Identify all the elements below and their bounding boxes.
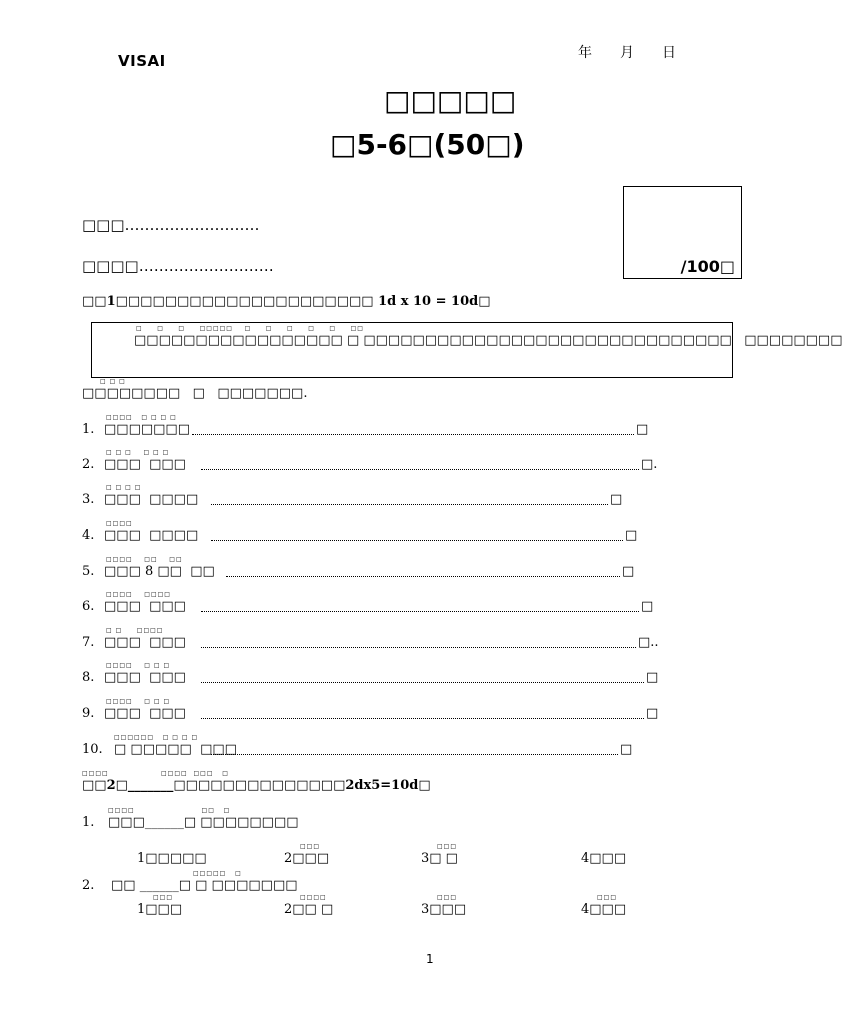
item-number: 7. bbox=[82, 635, 95, 650]
item-word: □□□ 8 □□ □□ bbox=[104, 564, 215, 579]
instruction-ruby: □ □ □ bbox=[100, 378, 126, 385]
section1-heading: □□1□□□□□□□□□□□□□□□□□□□□□ 1d x 10 = 10d□ bbox=[82, 294, 491, 309]
answer-choice[interactable]: 3□ □ bbox=[421, 851, 458, 866]
score-box bbox=[623, 186, 742, 279]
answer-choice[interactable]: 1□□□ bbox=[137, 902, 183, 917]
item-end-mark: □ bbox=[641, 599, 654, 614]
choice-ruby: □□□ bbox=[300, 843, 321, 850]
item-word: □□□ □□□ bbox=[104, 706, 186, 721]
question-number: 2. bbox=[82, 878, 95, 893]
page-number: 1 bbox=[426, 952, 434, 966]
question-text: □□□______□ □□□□□□□□ bbox=[108, 815, 299, 830]
date-year-label: 年 bbox=[578, 45, 592, 61]
answer-dotted-line[interactable] bbox=[192, 434, 634, 435]
word-bank-box bbox=[91, 322, 843, 378]
answer-dotted-line[interactable] bbox=[201, 611, 639, 612]
item-end-mark: □ bbox=[610, 492, 623, 507]
item-ruby: □□□□ □ □ □ bbox=[106, 698, 171, 705]
item-word: □□□ □□□ bbox=[104, 457, 186, 472]
score-text: /100□ bbox=[680, 257, 735, 276]
choice-ruby: □□□ bbox=[153, 894, 174, 901]
question-ruby: □□□□ □□ □ bbox=[108, 807, 231, 814]
answer-choice[interactable]: 1□□□□□ bbox=[137, 851, 207, 866]
page-title: □□□□□ bbox=[384, 84, 517, 117]
item-end-mark: □.. bbox=[638, 635, 659, 650]
answer-dotted-line[interactable] bbox=[201, 718, 644, 719]
question-number: 1. bbox=[82, 815, 95, 830]
section2-heading-ruby: □□□□ □□□□ □□□ □ bbox=[82, 770, 229, 777]
item-number: 9. bbox=[82, 706, 95, 721]
section2-heading: □□2□_______□□□□□□□□□□□□□□2dx5=10d□ bbox=[82, 778, 431, 793]
answer-dotted-line[interactable] bbox=[201, 647, 636, 648]
brand-logo-text: VISAI bbox=[118, 52, 166, 70]
item-ruby: □□□□□□ □ □ □ □ bbox=[114, 734, 199, 741]
answer-dotted-line[interactable] bbox=[226, 576, 620, 577]
item-number: 4. bbox=[82, 528, 95, 543]
item-number: 6. bbox=[82, 599, 95, 614]
item-end-mark: □ bbox=[620, 742, 633, 757]
answer-dotted-line[interactable] bbox=[211, 504, 608, 505]
date-day-label: 日 bbox=[662, 45, 676, 61]
item-ruby: □ □ □□□□ bbox=[106, 627, 164, 634]
item-ruby: □□□□ bbox=[106, 520, 133, 527]
item-number: 1. bbox=[82, 422, 95, 437]
item-word: □□□ □□□ bbox=[104, 599, 186, 614]
date-month-label: 月 bbox=[620, 45, 634, 61]
choice-ruby: □□□ bbox=[437, 894, 458, 901]
item-word: □□□ □□□ bbox=[104, 635, 186, 650]
item-number: 8. bbox=[82, 670, 95, 685]
item-end-mark: □ bbox=[622, 564, 635, 579]
item-number: 3. bbox=[82, 492, 95, 507]
answer-choice[interactable]: 3□□□ bbox=[421, 902, 467, 917]
answer-choice[interactable]: 4□□□ bbox=[581, 851, 627, 866]
answer-dotted-line[interactable] bbox=[201, 469, 639, 470]
answer-choice[interactable]: 2□□□ bbox=[284, 851, 330, 866]
item-word: □□□□□□□ bbox=[104, 422, 190, 437]
item-word: □□□ □□□□ bbox=[104, 492, 199, 507]
section1-instruction: □□□□□□□□ □ □□□□□□□. bbox=[82, 386, 308, 401]
item-end-mark: □ bbox=[636, 422, 649, 437]
item-number: 2. bbox=[82, 457, 95, 472]
word-bank-ruby: □ □ □ □□□□□ □ □ □ □ □ □□ bbox=[136, 325, 364, 332]
item-ruby: □□□□ □□ □□ bbox=[106, 556, 183, 563]
answer-dotted-line[interactable] bbox=[211, 754, 618, 755]
item-ruby: □□□□ □ □ □ bbox=[106, 662, 171, 669]
question-text: □□ ______□ □ □□□□□□□ bbox=[111, 878, 298, 893]
item-word: □ □□□□□ □□□ bbox=[114, 742, 237, 757]
question-ruby: □□□□□ □ bbox=[193, 870, 242, 877]
item-end-mark: □. bbox=[641, 457, 658, 472]
item-end-mark: □ bbox=[625, 528, 638, 543]
word-bank-text: □□□□□□□□□□□□□□□□□ □ □□□□□□□□□□□□□□□□□□□□□□□□□□□□□□ □□□□□□□□ bbox=[134, 333, 843, 348]
item-ruby: □□□□ □ □ □ □ bbox=[106, 414, 177, 421]
answer-choice[interactable]: 2□□ □ bbox=[284, 902, 334, 917]
item-ruby: □ □ □ □ bbox=[106, 484, 142, 491]
answer-choice[interactable]: 4□□□ bbox=[581, 902, 627, 917]
choice-ruby: □□□ bbox=[437, 843, 458, 850]
choice-ruby: □□□□ bbox=[300, 894, 327, 901]
item-word: □□□ □□□ bbox=[104, 670, 186, 685]
item-word: □□□ □□□□ bbox=[104, 528, 199, 543]
choice-ruby: □□□ bbox=[597, 894, 618, 901]
nickname-field: □□□□……………………… bbox=[82, 257, 274, 275]
name-field: □□□……………………… bbox=[82, 216, 260, 234]
answer-dotted-line[interactable] bbox=[201, 682, 644, 683]
item-end-mark: □ bbox=[646, 706, 659, 721]
date-line bbox=[578, 42, 704, 62]
answer-dotted-line[interactable] bbox=[211, 540, 623, 541]
page-subtitle: □5-6□(50□) bbox=[330, 128, 525, 161]
item-end-mark: □ bbox=[646, 670, 659, 685]
item-ruby: □□□□ □□□□ bbox=[106, 591, 171, 598]
item-number: 10. bbox=[82, 742, 103, 757]
item-ruby: □ □ □ □ □ □ bbox=[106, 449, 170, 456]
item-number: 5. bbox=[82, 564, 95, 579]
